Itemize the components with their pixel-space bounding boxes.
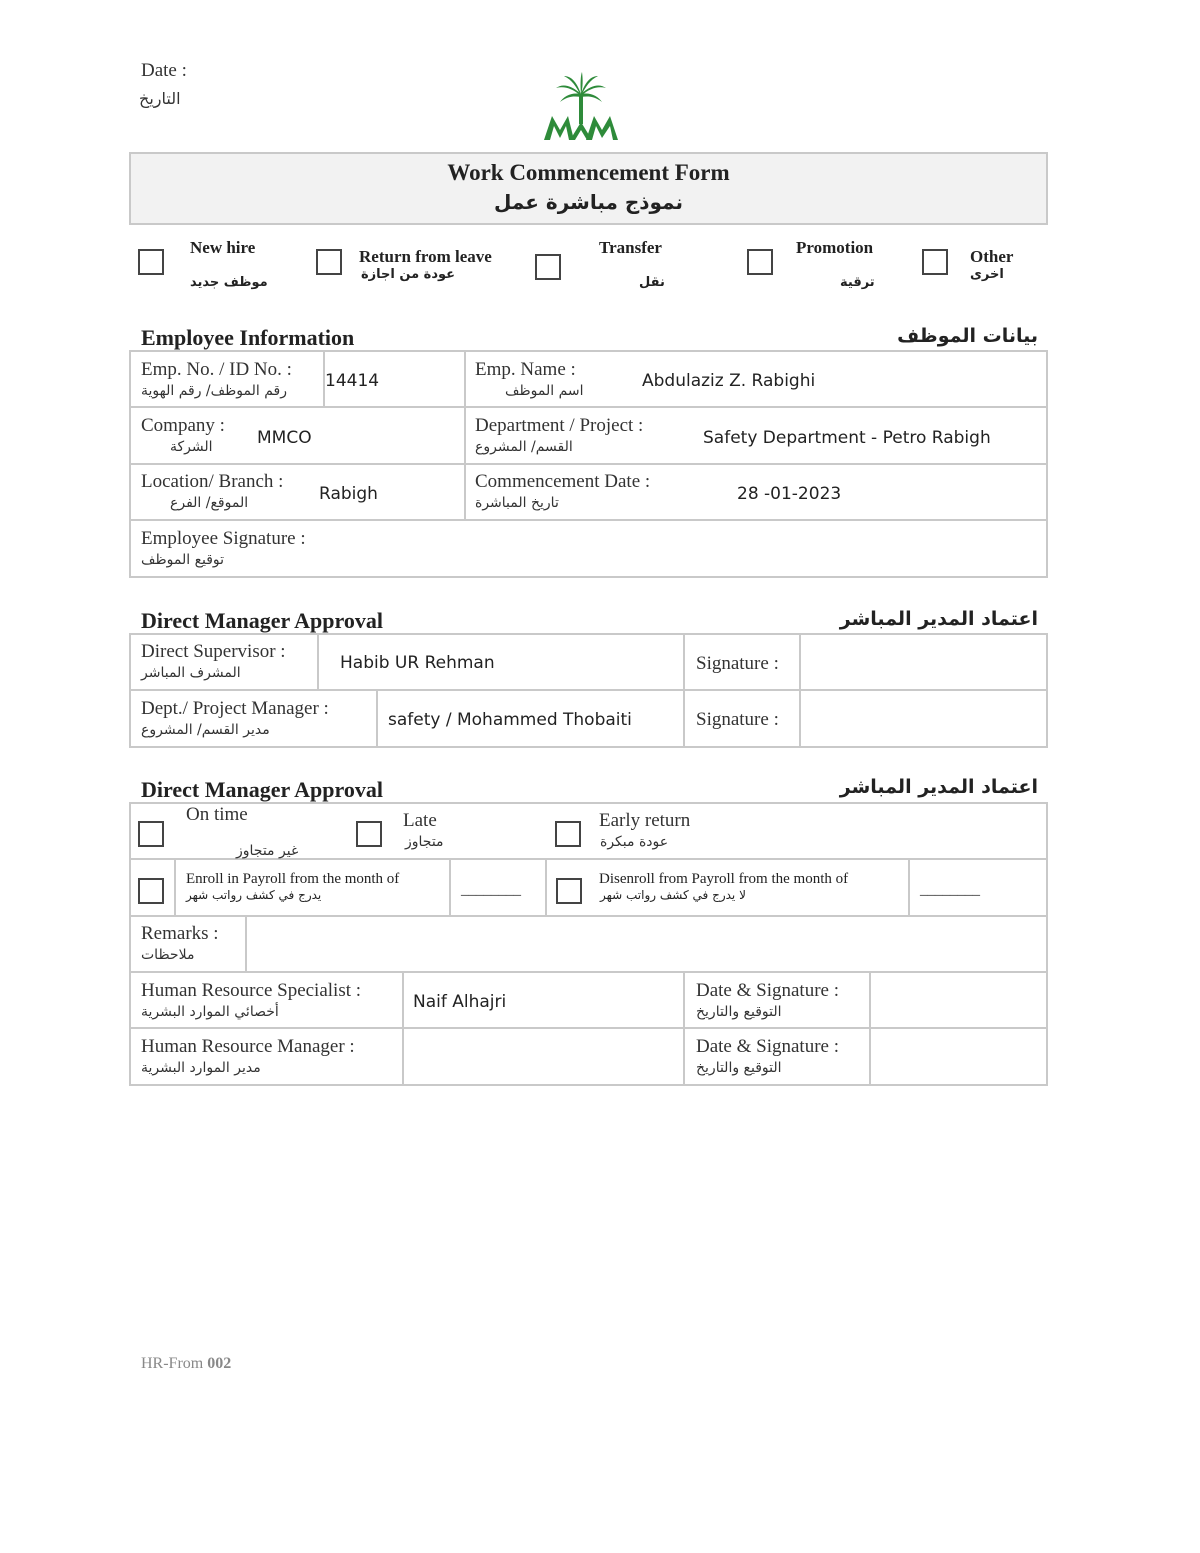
company-label-ar: الشركة [170, 439, 213, 455]
employee-info-heading-ar: بيانات الموظف [897, 325, 1038, 347]
department-label-ar: القسم/ المشروع [475, 439, 573, 455]
disenroll-payroll-label: Disenroll from Payroll from the month of [599, 871, 849, 887]
hr-specialist-signature-field[interactable] [872, 974, 1046, 1026]
transfer-label-ar: نقل [639, 275, 665, 290]
early-return-label-ar: عودة مبكرة [600, 834, 669, 850]
other-label: Other [970, 247, 1014, 266]
location-label: Location/ Branch : [141, 471, 284, 492]
promotion-label: Promotion [796, 238, 874, 257]
hr-specialist-date-signature-label: Date & Signature : [696, 980, 839, 1001]
new-hire-label: New hire [190, 238, 256, 257]
employee-info-heading: Employee Information [141, 325, 355, 350]
on-time-checkbox[interactable] [138, 821, 164, 847]
emp-no-label-ar: رقم الموظف/ رقم الهوية [141, 383, 287, 399]
department-value[interactable]: Safety Department - Petro Rabigh [703, 428, 991, 448]
emp-no-value[interactable]: 14414 [325, 371, 380, 391]
company-logo [540, 70, 622, 142]
early-return-label: Early return [599, 810, 691, 831]
company-label: Company : [141, 415, 225, 436]
late-label-ar: متجاوز [405, 834, 444, 850]
other-checkbox[interactable] [922, 249, 948, 275]
remarks-label: Remarks : [141, 923, 219, 944]
emp-name-label: Emp. Name : [475, 359, 576, 380]
emp-name-label-ar: اسم الموظف [505, 383, 584, 399]
return-from-leave-checkbox[interactable] [316, 249, 342, 275]
project-manager-value[interactable]: safety / Mohammed Thobaiti [388, 710, 632, 730]
manager-approval-heading: Direct Manager Approval [141, 608, 383, 633]
hr-manager-label-ar: مدير الموارد البشرية [141, 1060, 261, 1076]
department-label: Department / Project : [475, 415, 644, 436]
emp-name-value[interactable]: Abdulaziz Z. Rabighi [642, 371, 816, 391]
hr-manager-value[interactable] [413, 1048, 673, 1068]
company-value[interactable]: MMCO [257, 428, 312, 448]
disenroll-payroll-label-ar: لا يدرج في كشف رواتب شهر [600, 888, 746, 902]
date-label: Date : [141, 60, 187, 81]
direct-supervisor-label: Direct Supervisor : [141, 641, 286, 662]
remarks-field[interactable] [248, 918, 1046, 970]
project-manager-label-ar: مدير القسم/ المشروع [141, 722, 270, 738]
on-time-label-ar: غير متجاوز [236, 843, 299, 859]
return-from-leave-label-ar: عودة من اجازة [361, 267, 456, 282]
approval-heading-ar: اعتماد المدير المباشر [839, 776, 1038, 798]
remarks-label-ar: ملاحظات [141, 947, 195, 963]
commencement-date-label-ar: تاريخ المباشرة [475, 495, 559, 511]
new-hire-checkbox[interactable] [138, 249, 164, 275]
enroll-payroll-checkbox[interactable] [138, 878, 164, 904]
on-time-label: On time [186, 804, 248, 825]
hr-specialist-label-ar: أخصائي الموارد البشرية [141, 1004, 279, 1020]
form-title: Work Commencement Form [447, 160, 730, 185]
employee-signature-label: Employee Signature : [141, 528, 306, 549]
supervisor-signature-label: Signature : [696, 653, 779, 674]
transfer-label: Transfer [599, 238, 662, 257]
other-label-ar: اخرى [970, 267, 1004, 282]
late-label: Late [403, 810, 437, 831]
new-hire-label-ar: موظف جديد [190, 275, 268, 290]
transfer-checkbox[interactable] [535, 254, 561, 280]
form-code-prefix: HR-From [141, 1355, 204, 1372]
pm-signature-field[interactable] [802, 692, 1046, 746]
enroll-month-field[interactable]: ________ [461, 882, 521, 898]
return-from-leave-label: Return from leave [359, 247, 492, 266]
form-title-ar: نموذج مباشرة عمل [494, 190, 683, 214]
hr-specialist-label: Human Resource Specialist : [141, 980, 362, 1001]
location-label-ar: الموقع/ الفرع [170, 495, 249, 511]
commencement-date-value[interactable]: 28 -01-2023 [737, 484, 842, 504]
manager-approval-heading-ar: اعتماد المدير المباشر [839, 608, 1038, 630]
commencement-date-label: Commencement Date : [475, 471, 651, 492]
hr-manager-date-signature-label-ar: التوقيع والتاريخ [696, 1060, 782, 1076]
emp-no-label: Emp. No. / ID No. : [141, 359, 292, 380]
promotion-label-ar: ترقية [840, 275, 875, 290]
date-label-ar: التاريخ [139, 89, 181, 108]
hr-specialist-date-signature-label-ar: التوقيع والتاريخ [696, 1004, 782, 1020]
hr-specialist-value[interactable]: Naif Alhajri [413, 992, 507, 1012]
hr-manager-signature-field[interactable] [872, 1030, 1046, 1084]
late-checkbox[interactable] [356, 821, 382, 847]
form-code-number: 002 [207, 1355, 232, 1372]
disenroll-month-field[interactable]: ________ [920, 882, 980, 898]
early-return-checkbox[interactable] [555, 821, 581, 847]
enroll-payroll-label: Enroll in Payroll from the month of [186, 871, 400, 887]
form-code [141, 1355, 231, 1373]
direct-supervisor-label-ar: المشرف المباشر [141, 665, 241, 681]
enroll-payroll-label-ar: يدرج في كشف رواتب شهر [186, 888, 322, 902]
supervisor-signature-field[interactable] [802, 636, 1046, 688]
direct-supervisor-value[interactable]: Habib UR Rehman [340, 653, 495, 673]
project-manager-label: Dept./ Project Manager : [141, 698, 329, 719]
location-value[interactable]: Rabigh [319, 484, 378, 504]
hr-manager-label: Human Resource Manager : [141, 1036, 355, 1057]
promotion-checkbox[interactable] [747, 249, 773, 275]
pm-signature-label: Signature : [696, 709, 779, 730]
hr-manager-date-signature-label: Date & Signature : [696, 1036, 839, 1057]
disenroll-payroll-checkbox[interactable] [556, 878, 582, 904]
approval-heading: Direct Manager Approval [141, 777, 383, 802]
employee-signature-label-ar: توقيع الموظف [141, 552, 225, 568]
